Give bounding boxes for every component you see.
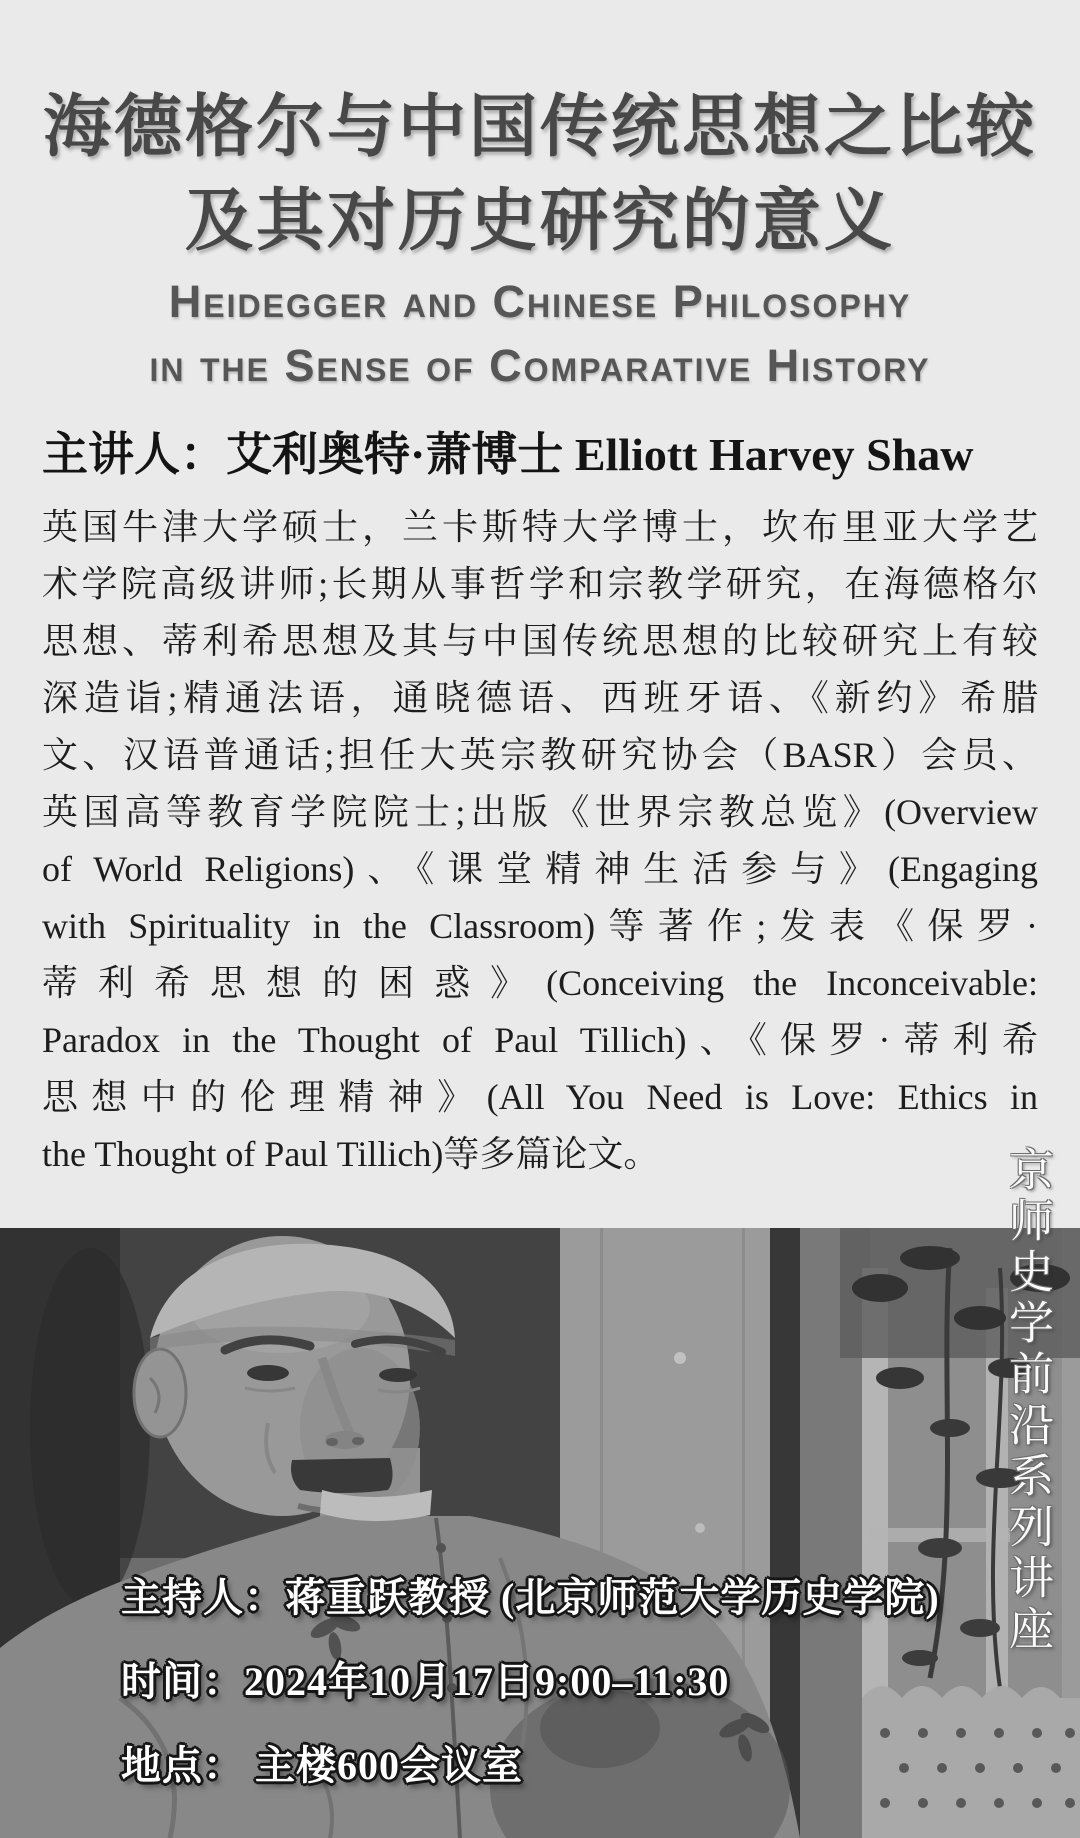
bio-line: 英国牛津大学硕士，兰卡斯特大学博士，坎布里亚大学艺 xyxy=(42,507,1038,547)
bio-line: 思想中的伦理精神》(All You Need is Love: Ethics in xyxy=(42,1077,1038,1117)
bio-line: the Thought of Paul Tillich)等多篇论文。 xyxy=(42,1134,660,1174)
bio-line: 深造诣;精通法语，通晓德语、西班牙语、《新约》希腊 xyxy=(42,678,1038,718)
bio-line: 蒂利希思想的困惑》(Conceiving the Inconceivable: xyxy=(42,963,1038,1003)
series-vertical-title: 京师史学前沿系列讲座 xyxy=(1002,1146,1053,1656)
bio-line: with Spirituality in the Classroom)等著作;发表《保罗· xyxy=(42,906,1038,946)
bio-line: 术学院高级讲师;长期从事哲学和宗教学研究，在海德格尔 xyxy=(42,564,1038,604)
speaker-bio xyxy=(42,499,1038,1183)
poster-title-line1: 海德格尔与中国传统思想之比较 xyxy=(42,89,1037,165)
speaker-line: 主讲人：艾利奥特·萧博士 Elliott Harvey Shaw xyxy=(42,429,974,480)
bio-line: 文、汉语普通话;担任大英宗教研究协会（BASR）会员、 xyxy=(42,735,1038,775)
bio-line: 英国高等教育学院院士;出版《世界宗教总览》(Overview xyxy=(42,792,1038,832)
poster-title-line2: 及其对历史研究的意义 xyxy=(184,183,895,259)
poster-subtitle-line1: Heidegger and Chinese Philosophy xyxy=(168,276,912,327)
poster-subtitle-line2: in the Sense of Comparative History xyxy=(149,340,931,391)
bio-line: of World Religions)、《课堂精神生活参与》(Engaging xyxy=(42,849,1038,889)
bio-line: 思想、蒂利希思想及其与中国传统思想的比较研究上有较 xyxy=(42,621,1038,661)
footer-location-line: 地点： 主楼600会议室 xyxy=(121,1743,523,1788)
footer-time-line: 时间：2024年10月17日9:00–11:30 xyxy=(121,1659,730,1704)
bio-line: Paradox in the Thought of Paul Tillich)、《保罗·蒂利希 xyxy=(42,1020,1038,1060)
footer-host-line: 主持人：蒋重跃教授 (北京师范大学历史学院) xyxy=(121,1575,940,1620)
